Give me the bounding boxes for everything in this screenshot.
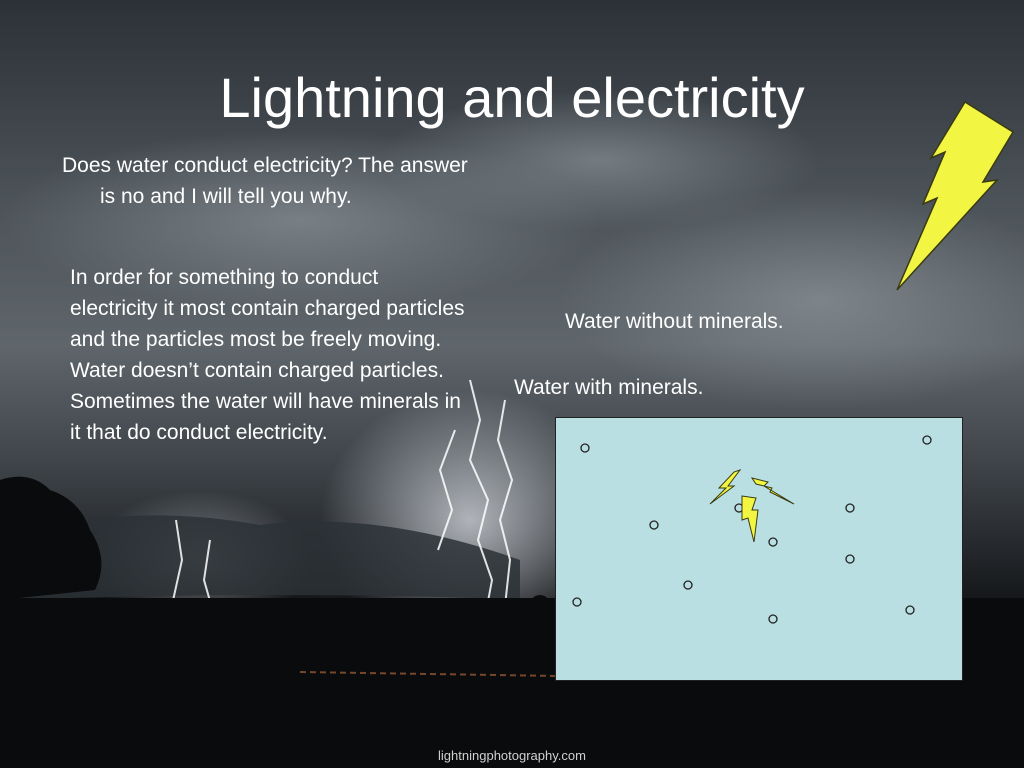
watermark: lightningphotography.com: [438, 748, 586, 763]
small-lightning-icon: [742, 496, 758, 542]
label-water-with-minerals: Water with minerals.: [514, 376, 704, 399]
mineral-particle: [769, 538, 777, 546]
explanation-paragraph: In order for something to conduct electricity it most contain charged particles and the particles most be freely moving. Water doesn’t contain charged particles. Sometimes the water will have minerals in it that do conduct electricity.: [70, 266, 465, 444]
mineral-particle: [923, 436, 931, 444]
mineral-particle: [846, 555, 854, 563]
lightning-bolt-icon: [895, 100, 1015, 295]
small-lightning-icon: [710, 470, 740, 504]
mineral-particle: [846, 504, 854, 512]
mineral-particle: [769, 615, 777, 623]
slide-title: Lightning and electricity: [219, 66, 805, 129]
water-with-minerals-diagram: [555, 417, 963, 681]
mineral-particle: [684, 581, 692, 589]
mineral-particle: [906, 606, 914, 614]
label-water-without-minerals: Water without minerals.: [565, 310, 784, 333]
question-paragraph: Does water conduct electricity? The answer is no and I will tell you why.: [62, 154, 468, 208]
mineral-particle: [650, 521, 658, 529]
mineral-particle: [573, 598, 581, 606]
mineral-particle: [581, 444, 589, 452]
small-lightning-icon: [752, 478, 794, 504]
